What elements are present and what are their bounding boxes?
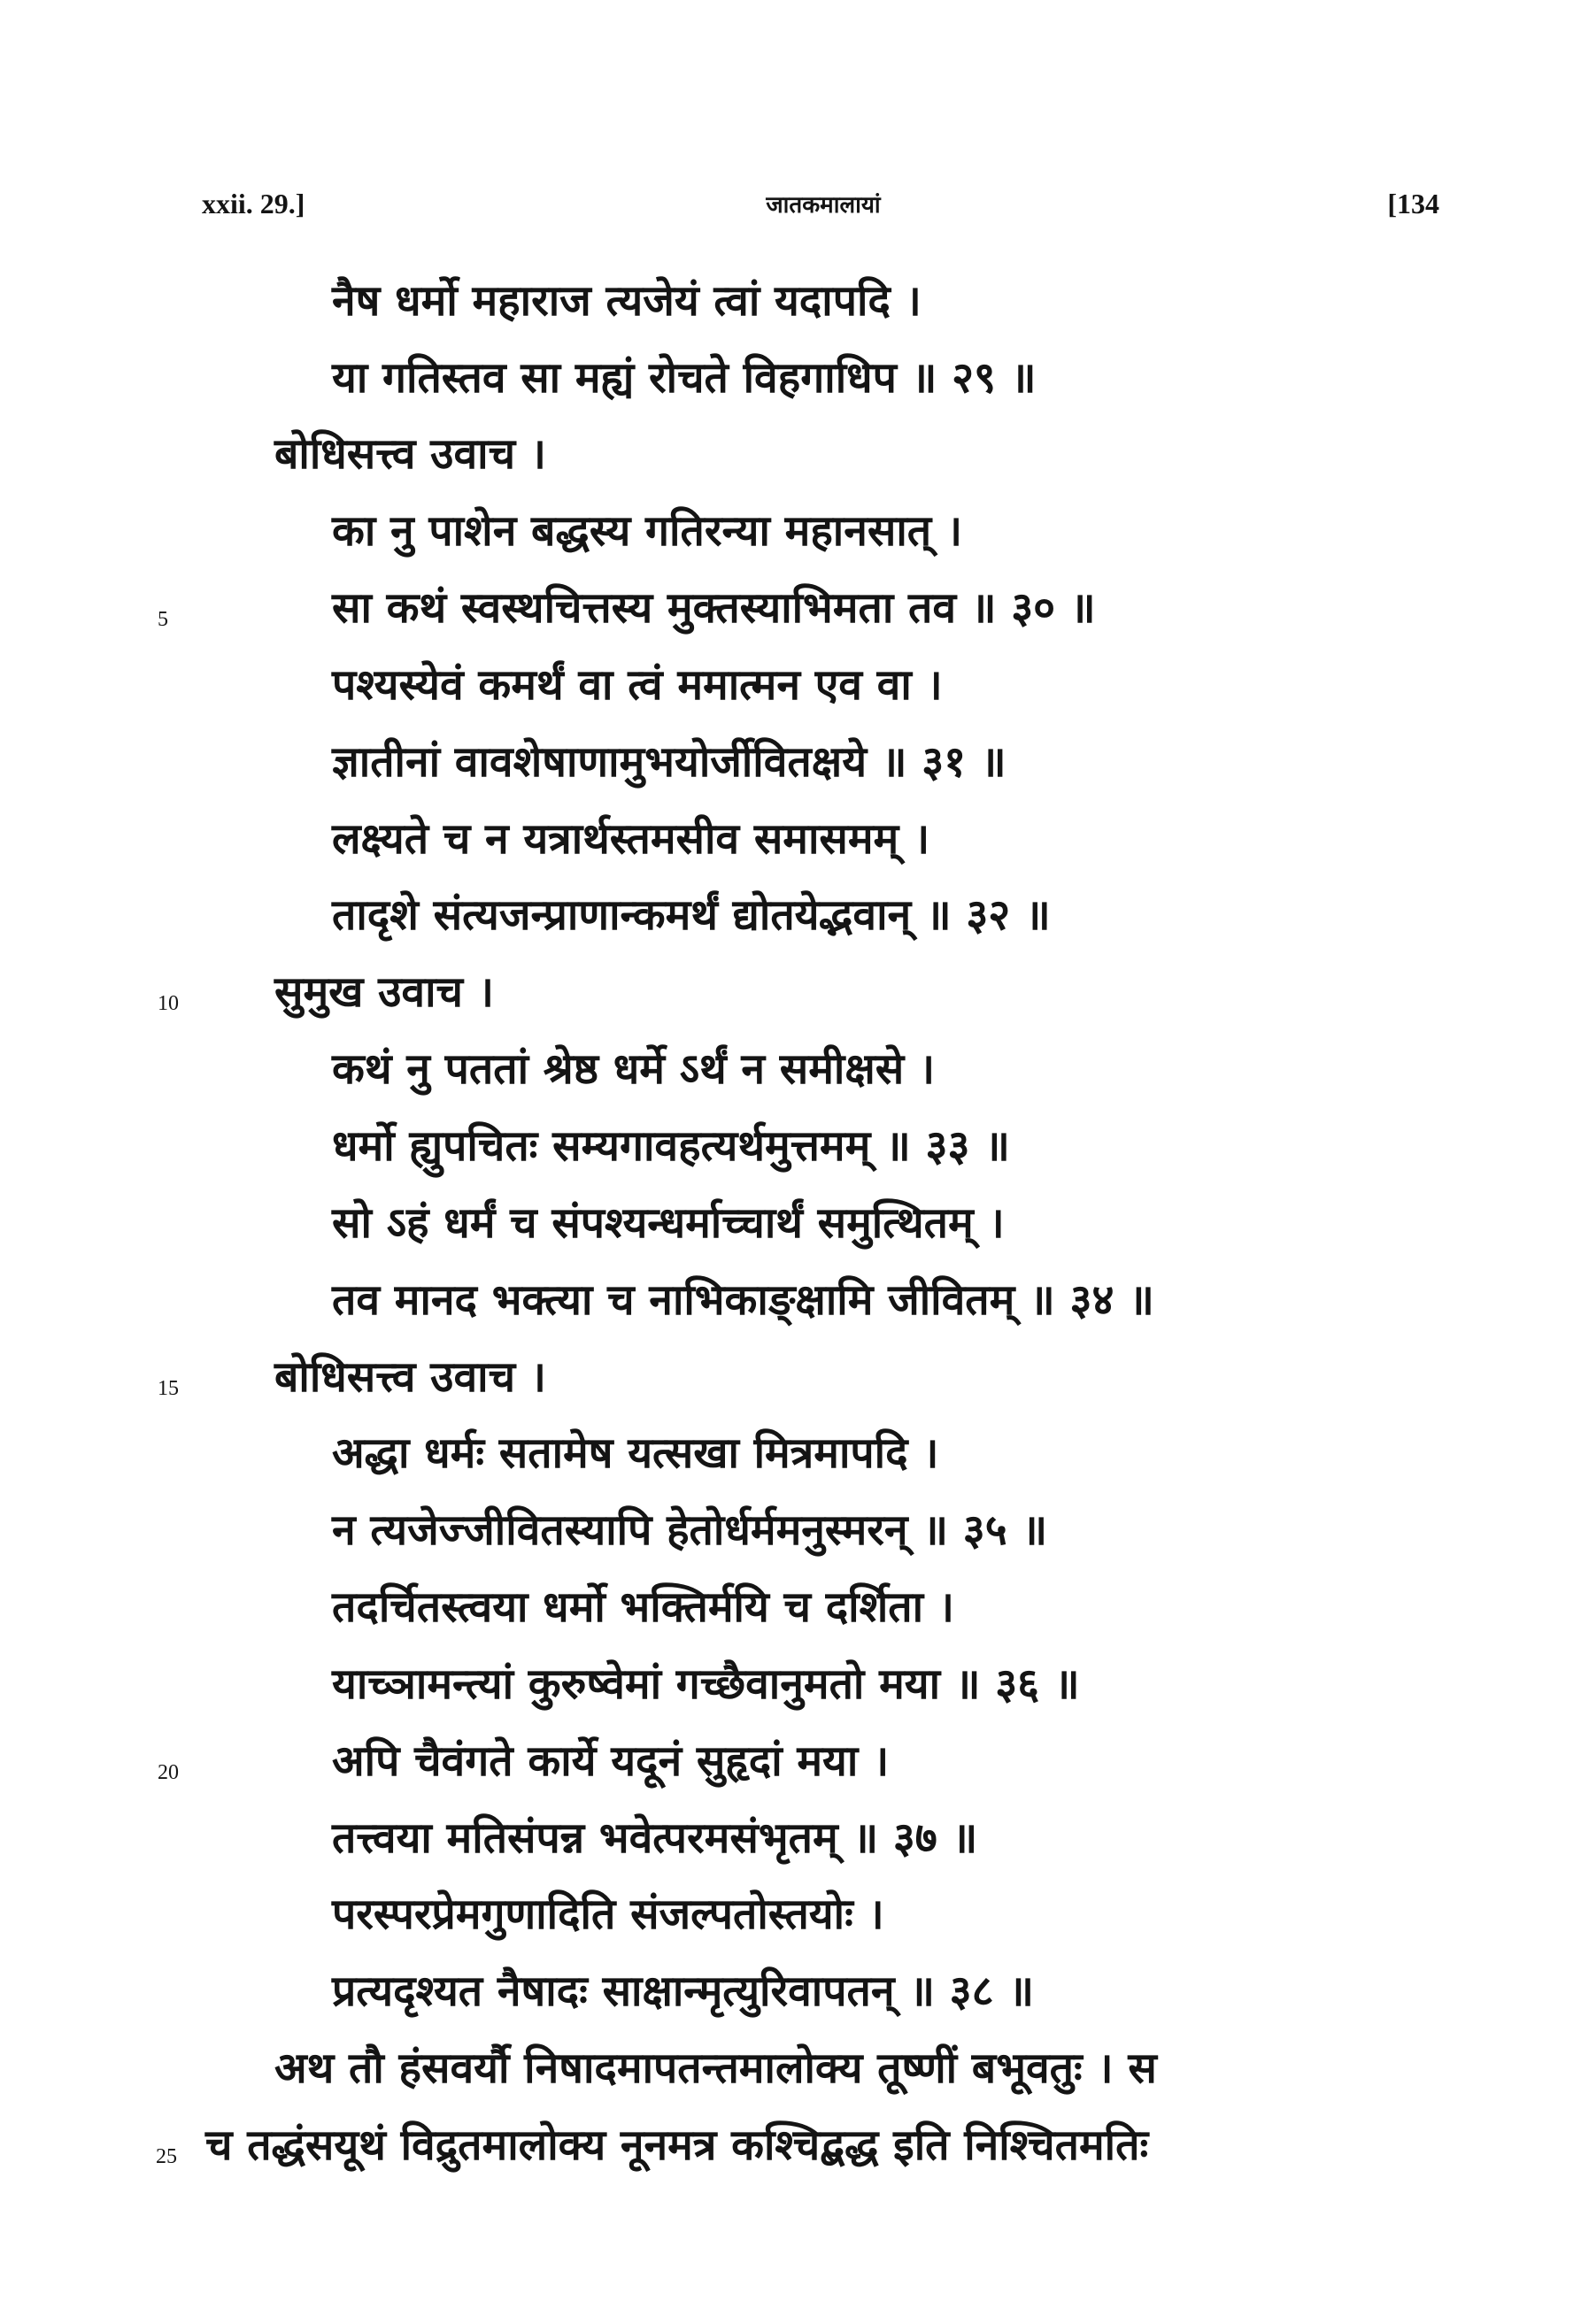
prose-line: अथ तौ हंसवर्यौ निषादमापतन्तमालोक्य तूष्णीं बभूवतुः । स (274, 2043, 1157, 2093)
line-number: 5 (158, 608, 168, 631)
verse-line: तव मानद भक्त्या च नाभिकाङ्क्षामि जीवितम् ॥ ३४ ॥ (332, 1275, 1154, 1325)
verse-line: तदर्चितस्त्वया धर्मो भक्तिर्मयि च दर्शिता । (332, 1582, 954, 1632)
verse-line: ज्ञातीनां वावशेषाणामुभयोर्जीवितक्षये ॥ ३१ ॥ (332, 737, 1006, 787)
verse-line: तादृशे संत्यजन्प्राणान्कमर्थं द्योतयेद्भवान् ॥ ३२ ॥ (332, 890, 1051, 940)
line-number: 20 (158, 1761, 179, 1784)
verse-line: या गतिस्तव सा मह्यं रोचते विहगाधिप ॥ २९ ॥ (332, 353, 1037, 403)
verse-line: नैष धर्मो महाराज त्यजेयं त्वां यदापदि । (332, 276, 922, 326)
verse-line: न त्यजेज्जीवितस्यापि हेतोर्धर्ममनुस्मरन् ॥ ३५ ॥ (332, 1505, 1048, 1555)
speaker-line: सुमुख उवाच । (274, 967, 494, 1017)
running-title: जातकमालायां (766, 192, 881, 219)
verse-line: सा कथं स्वस्थचित्तस्य मुक्तस्याभिमता तव ॥ ३० ॥ (332, 583, 1096, 633)
verse-line: लक्ष्यते च न यत्रार्थस्तमसीव समासमम् । (332, 814, 930, 864)
speaker-line: बोधिसत्त्व उवाच । (274, 429, 546, 479)
verse-line: सो ऽहं धर्मं च संपश्यन्धर्माच्चार्थं समुत्थितम् । (332, 1198, 1005, 1248)
verse-line: प्रत्यदृश्यत नैषादः साक्षान्मृत्युरिवापतन् ॥ ३८ ॥ (332, 1966, 1035, 2016)
verse-line: धर्मो ह्युपचितः सम्यगावहत्यर्थमुत्तमम् ॥ ३३ ॥ (332, 1121, 1010, 1171)
section-reference: xxii. 29.] (202, 188, 305, 219)
line-number: 15 (158, 1377, 179, 1400)
verse-line: तत्त्वया मतिसंपन्न भवेत्परमसंभृतम् ॥ ३७ ॥ (332, 1813, 978, 1863)
verse-line: याच्ञामन्त्यां कुरुष्वेमां गच्छैवानुमतो मया ॥ ३६ ॥ (332, 1659, 1080, 1709)
line-number: 25 (156, 2145, 177, 2168)
prose-line: च तद्धंसयूथं विद्रुतमालोक्य नूनमत्र कश्चिद्बद्ध इति निश्चितमतिः (205, 2120, 1149, 2170)
verse-line: का नु पाशेन बद्धस्य गतिरन्या महानसात् । (332, 506, 963, 556)
verse-line: पश्यस्येवं कमर्थं वा त्वं ममात्मन एव वा । (332, 660, 943, 710)
speaker-line: बोधिसत्त्व उवाच । (274, 1352, 546, 1402)
line-number: 10 (158, 992, 179, 1015)
page-header (0, 188, 1581, 241)
verse-line: कथं नु पततां श्रेष्ठ धर्मे ऽर्थं न समीक्षसे । (332, 1044, 936, 1094)
verse-line: अपि चैवंगते कार्ये यदूनं सुहृदां मया । (332, 1736, 890, 1786)
verse-line: अद्धा धर्मः सतामेष यत्सखा मित्रमापदि । (332, 1428, 939, 1478)
page-number: [134 (1387, 188, 1439, 219)
verse-line: परस्परप्रेमगुणादिति संजल्पतोस्तयोः । (332, 1889, 884, 1939)
